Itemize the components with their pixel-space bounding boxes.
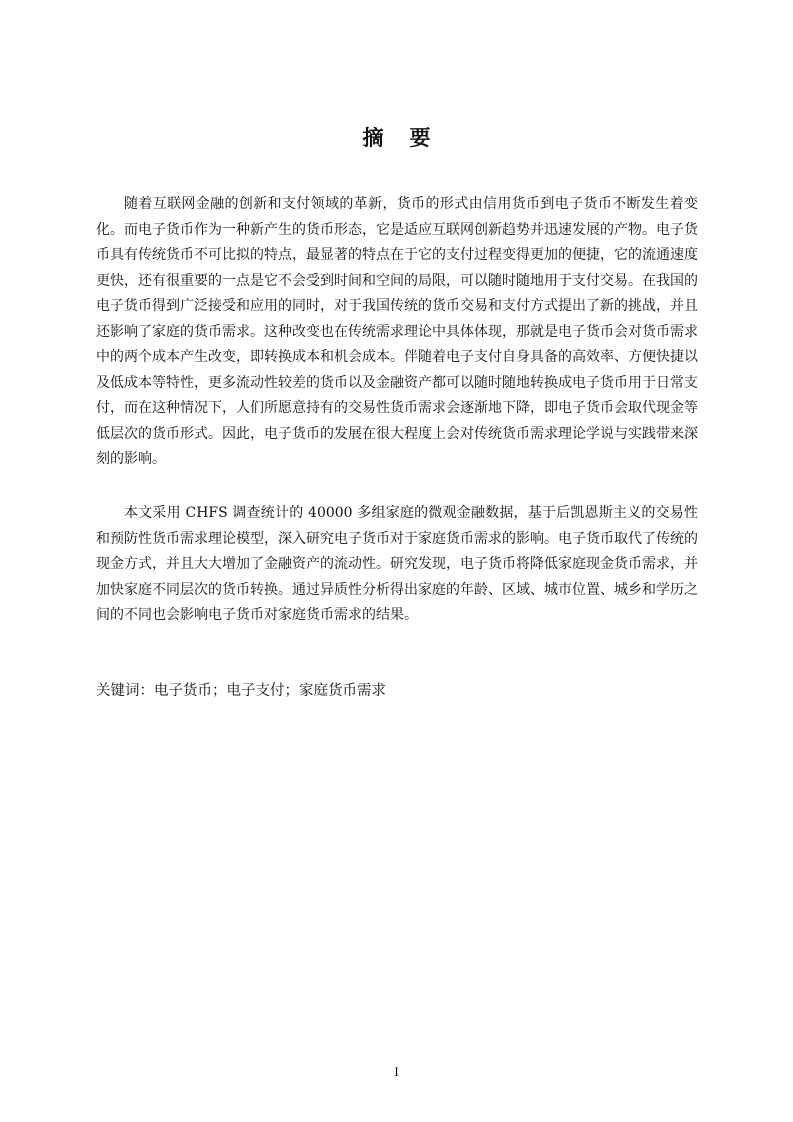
keywords-line: 关键词：电子货币；电子支付；家庭货币需求 bbox=[96, 683, 386, 699]
page-number: I bbox=[394, 1064, 399, 1079]
abstract-paragraph-2: 本文采用 CHFS 调查统计的 40000 多组家庭的微观金融数据，基于后凯恩斯主义的交易性和预防性货币需求理论模型，深入研究电子货币对于家庭货币需求的影响。电子货币取代了传统的现金方式，并且大大增加了金融资产的流动性。研究发现，电子货币将降低家庭现金货币需求，并加快家庭不同层次的货币转换。通过异质性分析得出家庭的年龄、区域、城市位置、城乡和学历之间的不同也会影响电子货币对家庭货币需求的结果。 bbox=[96, 505, 698, 623]
abstract-title: 摘要 bbox=[362, 126, 457, 150]
abstract-paragraph-1: 随着互联网金融的创新和支付领域的革新，货币的形式由信用货币到电子货币不断发生着变化。而电子货币作为一种新产生的货币形态，它是适应互联网创新趋势并迅速发展的产物。电子货币具有传统货币不可比拟的特点，最显著的特点在于它的支付过程变得更加的便捷，它的流通速度更快，还有很重要的一点是它不会受到时间和空间的局限，可以随时随地用于支付交易。在我国的电子货币得到广泛接受和应用的同时，对于我国传统的货币交易和支付方式提出了新的挑战，并且还影响了家庭的货币需求。这种改变也在传统需求理论中具体体现，那就是电子货币会对货币需求中的两个成本产生改变，即转换成本和机会成本。伴随着电子支付自身具备的高效率、方便快捷以及低成本等特性，更多流动性较差的货币以及金融资产都可以随时随地转换成电子货币用于日常支付，而在这种情况下，人们所愿意持有的交易性货币需求会逐渐地下降，即电子货币会取代现金等低层次的货币形式。因此，电子货币的发展在很大程度上会对传统货币需求理论学说与实践带来深刻的影响。 bbox=[96, 196, 698, 467]
